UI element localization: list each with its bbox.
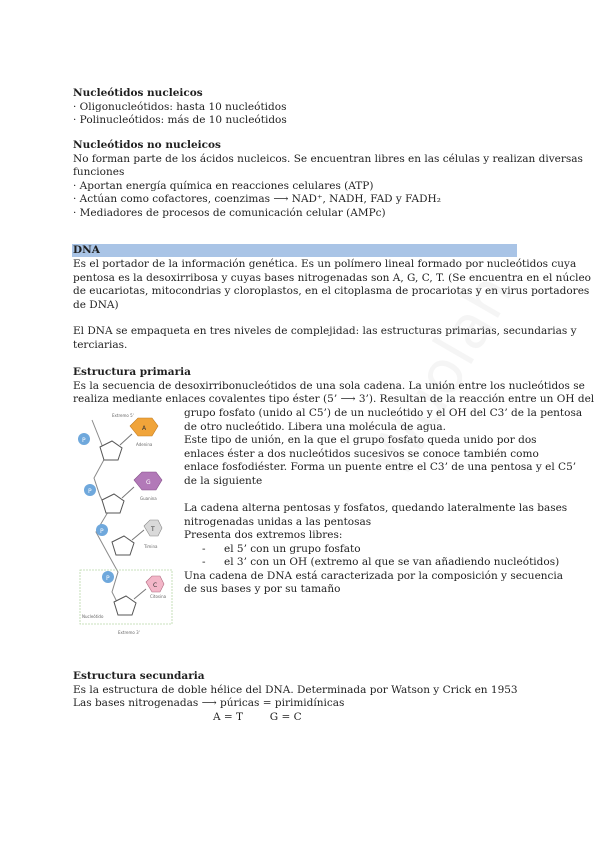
section-no-nucleicos	[73, 139, 583, 220]
paragraph-line: de DNA)	[73, 298, 119, 311]
nucleotide-label: Nucleótido	[82, 614, 104, 619]
paragraph-line: Este tipo de unión, en la que el grupo fosfato queda unido por dos	[184, 434, 537, 446]
paragraph-line: de otro nucleótido. Libera una molécula de agua.	[184, 420, 446, 433]
base-name: Guanina	[140, 496, 157, 501]
primaria-right-text-2	[184, 502, 568, 597]
section-title: Nucleótidos no nucleicos	[73, 139, 221, 151]
base-label-a: A	[142, 425, 147, 432]
list-item: · Aportan energía química en reacciones celulares (ATP)	[73, 179, 374, 192]
paragraph-line: Las bases nitrogenadas ⟶ púricas = pirimidínicas	[73, 697, 345, 709]
list-item: · Mediadores de procesos de comunicación celular (AMPc)	[73, 206, 386, 219]
nucleotide-chain-diagram	[72, 412, 180, 637]
section-title: Estructura secundaria	[73, 670, 205, 682]
paragraph-line: La cadena alterna pentosas y fosfatos, quedando lateralmente las bases	[184, 502, 568, 514]
base-pairs: A = T G = C	[213, 710, 302, 723]
primaria-right-text	[184, 407, 583, 488]
paragraph-line: enlace fosfodiéster. Forma un puente entre el C3’ de una pentosa y el C5’	[184, 461, 577, 473]
paragraph-line: funciones	[73, 166, 125, 178]
list-item: · Polinucleótidos: más de 10 nucleótidos	[73, 114, 287, 126]
paragraph-line: El DNA se empaqueta en tres niveles de complejidad: las estructuras primarias, secundarias y	[73, 325, 577, 337]
paragraph-line: de la siguiente	[184, 474, 263, 487]
paragraph-line: Una cadena de DNA está caracterizada por la composición y secuencia	[184, 569, 564, 582]
phosphate-label: P	[82, 437, 86, 444]
paragraph-line: nitrogenadas unidas a las pentosas	[184, 515, 372, 528]
base-label-t: T	[151, 526, 155, 533]
dna-heading-bar	[72, 244, 517, 257]
phosphate-label: P	[100, 528, 104, 535]
phosphate-label: P	[106, 575, 110, 582]
list-item: · Actúan como cofactores, coenzimas ⟶ NAD⁺, NADH, FAD y FADH₂	[73, 193, 441, 205]
paragraph-line: de eucariotas, mitocondrias y cloroplastos, en el citoplasma de procariotas y en virus portadores	[73, 285, 590, 297]
list-item: - el 5’ con un grupo fosfato	[202, 542, 361, 555]
paragraph-line: enlaces éster a dos nucleótidos sucesivos se conoce también como	[184, 447, 539, 460]
section-secundaria	[73, 670, 523, 724]
extremo-3: el 3’ con un OH (extremo al que se van añadiendo nucleótidos)	[224, 556, 560, 568]
list-item: · Oligonucleótidos: hasta 10 nucleótidos	[73, 100, 287, 113]
base-name: Citosina	[150, 594, 167, 599]
end-label-5: Extremo 5'	[112, 413, 134, 418]
base-name: Timina	[144, 544, 158, 549]
section-nucleicos	[73, 87, 523, 128]
paragraph-line: Es el portador de la información genética. Es un polímero lineal formado por nucleótidos cuya	[73, 258, 577, 270]
paragraph-line: grupo fosfato (unido al C5’) de un nucleótido y el OH del C3’ de la pentosa	[184, 407, 583, 419]
paragraph-line: terciarias.	[73, 338, 128, 351]
dna-description	[73, 258, 591, 312]
paragraph-line: Presenta dos extremos libres:	[184, 529, 343, 541]
paragraph-line: No forman parte de los ácidos nucleicos. Se encuentran libres en las células y realizan diversas	[73, 152, 583, 165]
paragraph-line: Es la estructura de doble hélice del DNA. Determinada por Watson y Crick en 1953	[73, 683, 518, 696]
phosphate-label: P	[88, 488, 92, 495]
paragraph-line: de sus bases y por su tamaño	[184, 583, 341, 595]
base-name: Adenina	[136, 442, 153, 447]
section-primaria	[73, 366, 595, 407]
base-label-g: G	[146, 479, 151, 486]
list-item: - el 3’ con un OH (extremo al que se van añadiendo nucleótidos)	[202, 556, 560, 568]
section-title: Nucleótidos nucleicos	[73, 87, 203, 99]
paragraph-line: Es la secuencia de desoxirribonucleótidos de una sola cadena. La unión entre los nucleótidos se	[73, 379, 585, 392]
extremo-5: el 5’ con un grupo fosfato	[224, 542, 361, 555]
section-title: DNA	[73, 244, 100, 256]
end-label-3: Extremo 3'	[118, 630, 140, 635]
paragraph-line: pentosa es la desoxirribosa y cuyas bases nitrogenadas son A, G, C, T. (Se encuentra en el núcleo	[73, 271, 591, 284]
section-title: Estructura primaria	[73, 366, 191, 378]
dna-levels	[73, 325, 577, 352]
base-label-c: C	[153, 582, 158, 589]
paragraph-line: realiza mediante enlaces covalentes tipo éster (5’ ⟶ 3’). Resultan de la reacción entre un OH del	[73, 393, 595, 405]
